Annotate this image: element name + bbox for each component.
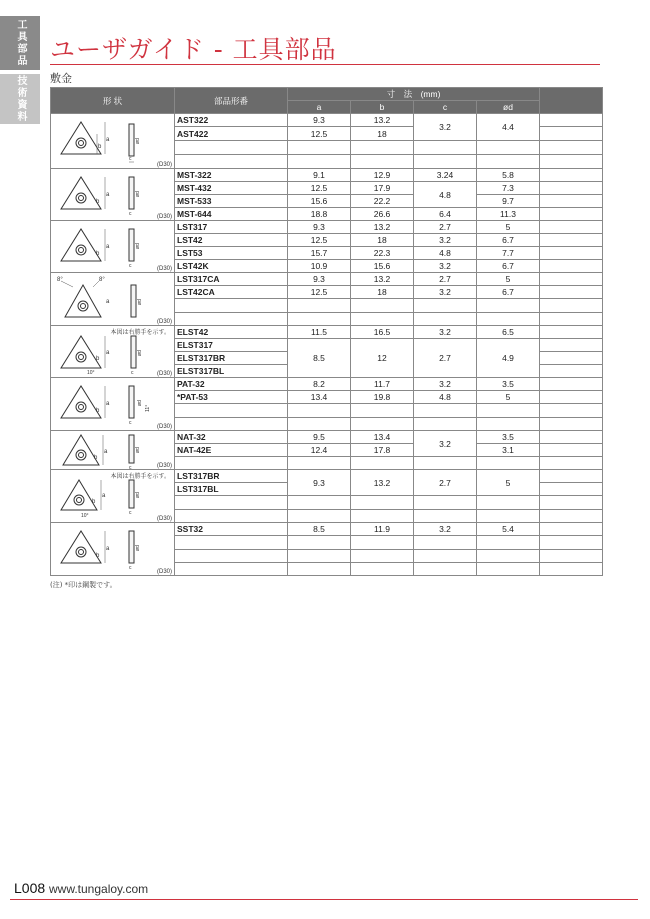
cell-d: 4.9 — [477, 339, 540, 378]
cell-c: 2.7 — [414, 470, 477, 496]
dim-c-label: c — [129, 156, 132, 162]
part-code: LST317BL — [175, 483, 288, 496]
dim-b-label: b — [96, 199, 100, 205]
d30-label: (D30) — [156, 569, 172, 575]
dim-b-label: b — [94, 455, 98, 461]
footer-divider — [10, 899, 638, 900]
cell-c: 3.24 — [414, 169, 477, 182]
table-row — [51, 326, 603, 339]
part-code: LST53 — [175, 247, 288, 260]
header-b: b — [351, 101, 414, 114]
cell-d: 6.5 — [477, 326, 540, 339]
cell-b: 18 — [351, 127, 414, 140]
dim-c-label: c — [129, 510, 132, 516]
header-d: ød — [477, 101, 540, 114]
cell-b: 13.2 — [351, 470, 414, 496]
part-code: ELST42 — [175, 326, 288, 339]
cell-b: 18 — [351, 286, 414, 299]
cell-c: 4.8 — [414, 391, 477, 404]
dim-c-label: c — [129, 263, 132, 269]
table-row — [51, 523, 603, 536]
dim-b-label: b — [92, 499, 96, 505]
angle-label: 8° — [99, 277, 105, 283]
part-code: ELST317BR — [175, 352, 288, 365]
dim-d-label: ød — [135, 492, 141, 498]
dim-b-label: b — [98, 144, 102, 150]
cell-b: 18 — [351, 234, 414, 247]
cell-d: 7.3 — [477, 182, 540, 195]
footnote: (注) *印は鋼製です。 — [50, 581, 117, 589]
cell-c: 4.8 — [414, 182, 477, 208]
cell-b: 13.2 — [351, 114, 414, 127]
part-code: LST42 — [175, 234, 288, 247]
part-code: SST32 — [175, 523, 288, 536]
cell-c: 6.4 — [414, 208, 477, 221]
cell-c: 3.2 — [414, 234, 477, 247]
dim-d-label: ød — [135, 545, 141, 551]
cell-d: 9.7 — [477, 195, 540, 208]
cell-a: 12.5 — [288, 286, 351, 299]
cell-a: 12.5 — [288, 234, 351, 247]
triangle-shim-drawing — [51, 523, 175, 575]
section-heading: 敷金 — [50, 72, 72, 85]
dim-d-label: ød — [137, 400, 143, 406]
part-code: NAT-42E — [175, 444, 288, 457]
part-code: MST-432 — [175, 182, 288, 195]
part-code: PAT-32 — [175, 378, 288, 391]
cell-a: 9.1 — [288, 169, 351, 182]
part-code: MST-322 — [175, 169, 288, 182]
cell-a: 11.5 — [288, 326, 351, 339]
cell-b: 12 — [351, 339, 414, 378]
part-code: LST317CA — [175, 273, 288, 286]
part-code: LST42CA — [175, 286, 288, 299]
triangle-shim-drawing — [51, 378, 175, 430]
part-code: AST422 — [175, 127, 288, 140]
header-a: a — [288, 101, 351, 114]
cell-d: 5 — [477, 391, 540, 404]
dim-d-label: ød — [135, 447, 141, 453]
cell-d: 5.8 — [477, 169, 540, 182]
cell-a: 9.3 — [288, 470, 351, 496]
shape-diagram-nat — [51, 431, 175, 470]
cell-c: 3.2 — [414, 523, 477, 536]
cell-b: 17.8 — [351, 444, 414, 457]
cell-b: 22.2 — [351, 195, 414, 208]
part-code: LST317BR — [175, 470, 288, 483]
cell-b: 11.7 — [351, 378, 414, 391]
header-blank — [540, 88, 603, 114]
cell-c: 3.2 — [414, 260, 477, 273]
d30-label: (D30) — [156, 214, 172, 220]
part-code: ELST317 — [175, 339, 288, 352]
dim-c-label: c — [129, 211, 132, 217]
table-row — [51, 114, 603, 127]
cell-b: 11.9 — [351, 523, 414, 536]
shape-diagram-lst — [51, 221, 175, 273]
dim-a-label: a — [104, 449, 108, 455]
dim-b-label: b — [96, 408, 100, 414]
d30-label: (D30) — [156, 516, 172, 522]
dim-c-label: c — [129, 565, 132, 571]
spec-table — [50, 87, 603, 576]
cell-d: 6.7 — [477, 260, 540, 273]
cell-b: 26.6 — [351, 208, 414, 221]
cell-a: 15.7 — [288, 247, 351, 260]
cell-d: 11.3 — [477, 208, 540, 221]
page-number: L008 — [14, 880, 46, 896]
angle-label: 10° — [87, 370, 95, 376]
dim-a-label: a — [106, 350, 110, 356]
triangle-shim-drawing — [51, 221, 175, 273]
cell-b: 15.6 — [351, 260, 414, 273]
header-shape: 形 状 — [51, 88, 175, 114]
cell-c: 2.7 — [414, 273, 477, 286]
dim-a-label: a — [106, 137, 110, 143]
triangle-shim-chamfer-drawing — [51, 273, 175, 326]
angle-label: 11° — [145, 404, 151, 412]
side-tab-tool-parts[interactable] — [0, 16, 40, 70]
cell-d: 5 — [477, 470, 540, 496]
part-code: MST-533 — [175, 195, 288, 208]
dim-d-label: ød — [135, 191, 141, 197]
side-tab-label: 工具部品 — [15, 19, 26, 67]
part-code: NAT-32 — [175, 431, 288, 444]
d30-label: (D30) — [156, 371, 172, 377]
table-row — [51, 470, 603, 483]
cell-c: 3.2 — [414, 326, 477, 339]
cell-d: 5.4 — [477, 523, 540, 536]
cell-d: 3.1 — [477, 444, 540, 457]
dim-d-label: ød — [135, 138, 141, 144]
dim-a-label: a — [106, 192, 110, 198]
angle-label: 8° — [57, 277, 63, 283]
shape-diagram-ast — [51, 114, 175, 169]
dim-c-label: c — [131, 370, 134, 376]
header-part-number: 部品形番 — [175, 88, 288, 114]
cell-b: 19.8 — [351, 391, 414, 404]
shape-diagram-elst — [51, 326, 175, 378]
title-divider — [50, 64, 600, 65]
cell-a: 10.9 — [288, 260, 351, 273]
dim-d-label: ød — [135, 243, 141, 249]
d30-label: (D30) — [156, 424, 172, 430]
right-hand-note: 本図は右勝手を示す。 — [110, 474, 170, 480]
d30-label: (D30) — [156, 162, 172, 168]
side-tab-technical-data[interactable] — [0, 74, 40, 124]
cell-a: 9.3 — [288, 114, 351, 127]
shape-diagram-lst-br — [51, 470, 175, 523]
table-row — [51, 431, 603, 444]
cell-a: 12.4 — [288, 444, 351, 457]
triangle-shim-drawing — [51, 470, 175, 522]
part-code: LST42K — [175, 260, 288, 273]
part-code: LST317 — [175, 221, 288, 234]
page-title: ユーザガイド - 工具部品 — [50, 35, 337, 64]
cell-c: 2.7 — [414, 339, 477, 378]
cell-a: 8.5 — [288, 523, 351, 536]
dim-b-label: b — [96, 553, 100, 559]
dim-a-label: a — [106, 401, 110, 407]
dim-d-label: ød — [137, 299, 143, 305]
dim-a-label: a — [106, 299, 110, 305]
dim-a-label: a — [102, 493, 106, 499]
cell-b: 12.9 — [351, 169, 414, 182]
dim-b-label: b — [96, 356, 100, 362]
cell-d: 4.4 — [477, 114, 540, 141]
triangle-shim-drawing — [51, 431, 175, 470]
cell-c: 2.7 — [414, 221, 477, 234]
table-row — [51, 273, 603, 286]
cell-c: 4.8 — [414, 247, 477, 260]
dim-c-label: c — [129, 465, 132, 471]
shape-diagram-sst — [51, 523, 175, 576]
table-row — [51, 378, 603, 391]
cell-a: 8.2 — [288, 378, 351, 391]
header-dimensions: 寸 法 (mm) — [288, 88, 540, 101]
cell-a: 12.5 — [288, 127, 351, 140]
cell-b: 13.2 — [351, 273, 414, 286]
triangle-shim-drawing — [51, 114, 175, 169]
dim-b-label: b — [96, 251, 100, 257]
shape-diagram-pat — [51, 378, 175, 431]
cell-a: 8.5 — [288, 339, 351, 378]
shape-diagram-lst-ca — [51, 273, 175, 326]
triangle-shim-drawing — [51, 169, 175, 221]
cell-a: 9.3 — [288, 273, 351, 286]
cell-a: 18.8 — [288, 208, 351, 221]
cell-a: 9.3 — [288, 221, 351, 234]
cell-c: 3.2 — [414, 114, 477, 141]
table-row — [51, 169, 603, 182]
dim-a-label: a — [106, 244, 110, 250]
table-row — [51, 221, 603, 234]
angle-label: 10° — [81, 513, 89, 519]
cell-b: 16.5 — [351, 326, 414, 339]
dim-d-label: ød — [137, 350, 143, 356]
cell-a: 12.5 — [288, 182, 351, 195]
dim-a-label: a — [106, 546, 110, 552]
cell-d: 3.5 — [477, 378, 540, 391]
cell-d: 6.7 — [477, 286, 540, 299]
side-tab-label: 技術資料 — [15, 75, 26, 123]
header-c: c — [414, 101, 477, 114]
website-link[interactable]: www.tungaloy.com — [49, 882, 149, 896]
shape-diagram-mst — [51, 169, 175, 221]
part-code: MST-644 — [175, 208, 288, 221]
cell-d: 3.5 — [477, 431, 540, 444]
cell-d: 5 — [477, 273, 540, 286]
cell-d: 7.7 — [477, 247, 540, 260]
d30-label: (D30) — [156, 463, 172, 469]
cell-d: 6.7 — [477, 234, 540, 247]
cell-a: 15.6 — [288, 195, 351, 208]
d30-label: (D30) — [156, 319, 172, 325]
triangle-shim-drawing — [51, 326, 175, 378]
dim-c-label: c — [129, 420, 132, 426]
part-code: ELST317BL — [175, 365, 288, 378]
right-hand-note: 本図は右勝手を示す。 — [110, 330, 170, 336]
cell-a: 13.4 — [288, 391, 351, 404]
cell-d: 5 — [477, 221, 540, 234]
d30-label: (D30) — [156, 266, 172, 272]
part-code: AST322 — [175, 114, 288, 127]
part-code: *PAT-53 — [175, 391, 288, 404]
cell-a: 9.5 — [288, 431, 351, 444]
cell-b: 22.3 — [351, 247, 414, 260]
cell-b: 13.2 — [351, 221, 414, 234]
cell-c: 3.2 — [414, 286, 477, 299]
cell-c: 3.2 — [414, 431, 477, 457]
cell-b: 13.4 — [351, 431, 414, 444]
cell-b: 17.9 — [351, 182, 414, 195]
cell-c: 3.2 — [414, 378, 477, 391]
